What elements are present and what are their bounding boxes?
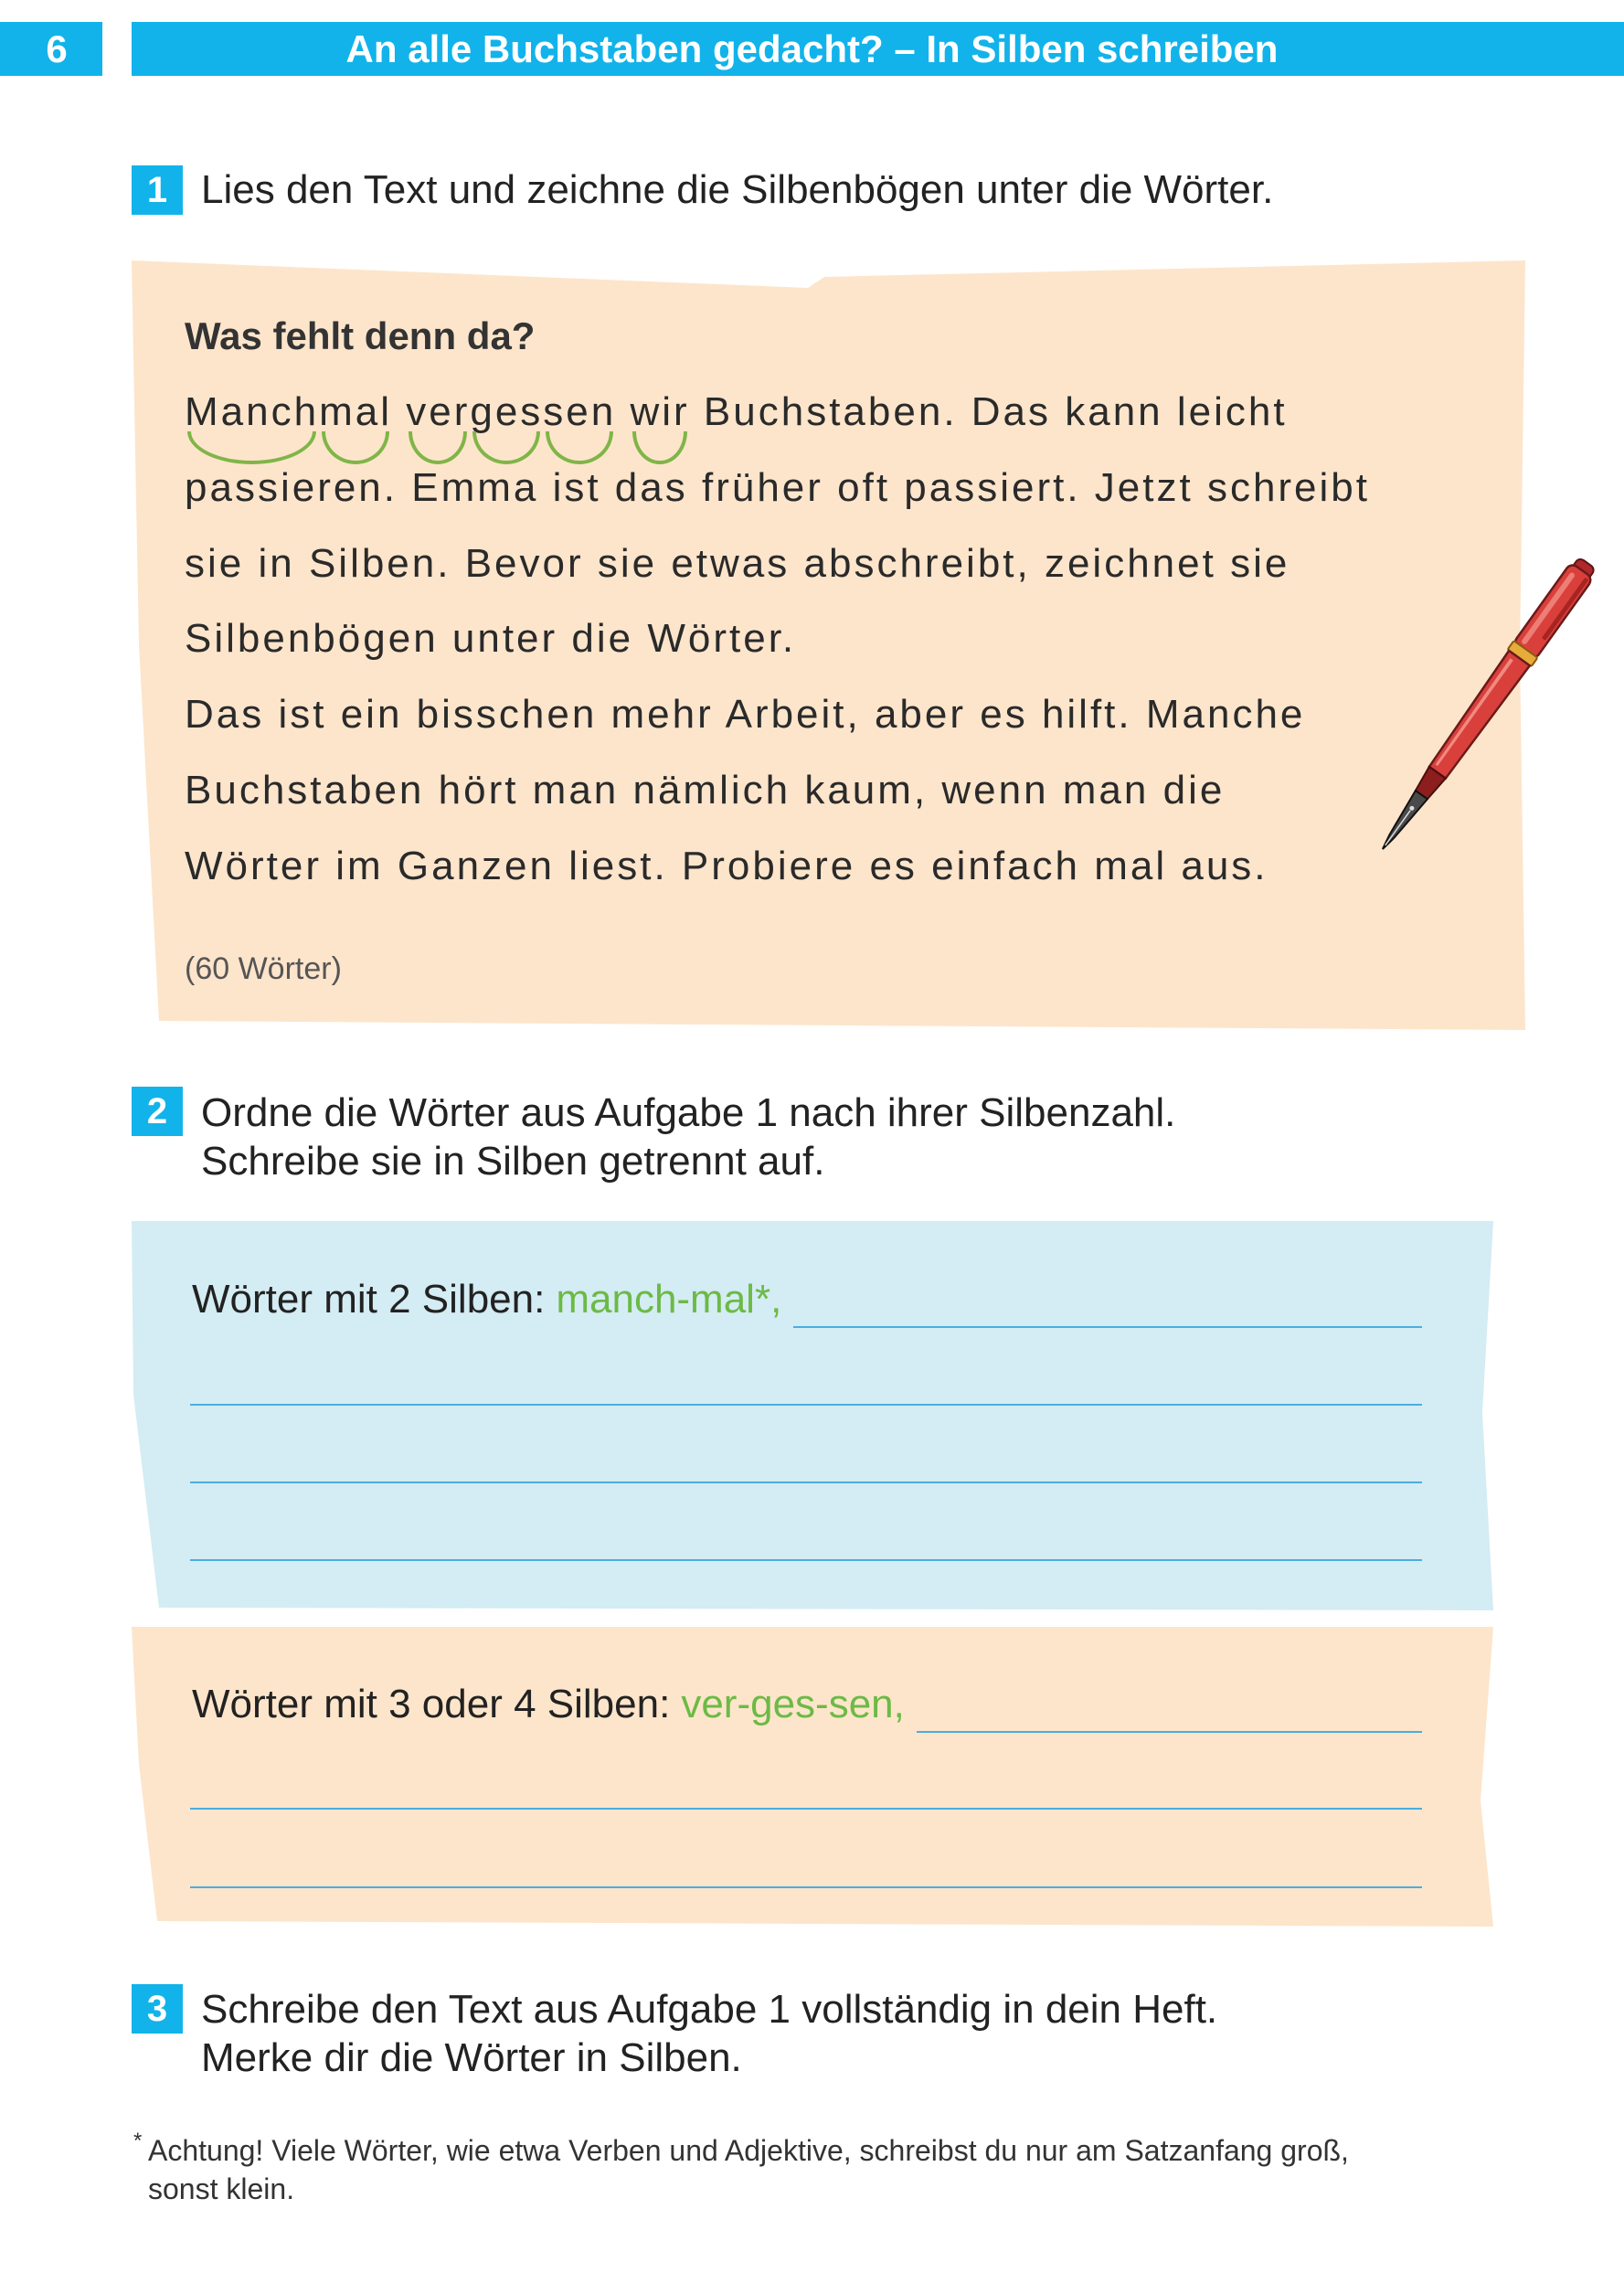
- task-instruction-line: Ordne die Wörter aus Aufgabe 1 nach ihrer Silbenzahl.: [201, 1090, 1176, 1135]
- task-instruction: [201, 1089, 1175, 1185]
- text-line: passieren. Emma ist das früher oft passiert. Jetzt schreibt: [185, 464, 1371, 510]
- reading-text-title: Was fehlt denn da?: [185, 314, 536, 357]
- text-line: Buchstaben hört man nämlich kaum, wenn man die: [185, 767, 1226, 812]
- syllable-arc: mal: [319, 389, 392, 434]
- page-number: 6: [0, 22, 102, 76]
- answer-label: Wörter mit 3 oder 4 Silben:: [192, 1682, 671, 1726]
- writing-line: [793, 1326, 1422, 1328]
- text-line: [185, 375, 1370, 451]
- footnote-line: sonst klein.: [148, 2172, 295, 2205]
- page-title-bar: [132, 22, 1624, 76]
- writing-line: [190, 1886, 1422, 1888]
- pen-cap: [1513, 562, 1593, 660]
- writing-line: [190, 1559, 1422, 1561]
- task-number-badge: 2: [132, 1087, 183, 1136]
- task-instruction-line: Schreibe den Text aus Aufgabe 1 vollständig in dein Heft.: [201, 1987, 1218, 2032]
- text-line-rest: Buchstaben. Das kann leicht: [703, 389, 1288, 434]
- answer-example: manch-mal*,: [556, 1277, 782, 1322]
- answer-row: [192, 1273, 1422, 1328]
- writing-line: [190, 1808, 1422, 1810]
- syllable-arc: wir: [630, 389, 690, 434]
- syllable-arc: ges: [470, 389, 544, 434]
- text-line: sie in Silben. Bevor sie etwas abschreibt, zeichnet sie: [185, 540, 1290, 586]
- task-instruction: [201, 1985, 1217, 2082]
- syllable-arc: Manch: [185, 389, 320, 434]
- syllable-arc: sen: [543, 389, 617, 434]
- footnote-marker: *: [133, 2129, 143, 2153]
- answer-row: [192, 1678, 1422, 1733]
- syllable-arc: ver: [406, 389, 471, 434]
- task-instruction: Lies den Text und zeichne die Silbenbögen unter die Wörter.: [201, 167, 1274, 212]
- page-title: An alle Buchstaben gedacht? – In Silben schreiben: [345, 27, 1279, 70]
- writing-line: [190, 1404, 1422, 1406]
- text-line: Das ist ein bisschen mehr Arbeit, aber es hilft. Manche: [185, 692, 1306, 738]
- answer-panel-three-four-syllables: [132, 1627, 1493, 1927]
- footnote: [148, 2131, 1349, 2208]
- reading-text: [185, 375, 1370, 905]
- task-number-badge: 1: [132, 165, 183, 215]
- answer-label: Wörter mit 2 Silben:: [192, 1277, 546, 1322]
- example-word: [406, 389, 616, 434]
- fountain-pen-icon: [1362, 544, 1608, 864]
- example-word: [630, 389, 689, 434]
- task-instruction-line: Schreibe sie in Silben getrennt auf.: [201, 1139, 825, 1184]
- example-word: [185, 389, 392, 434]
- writing-line: [190, 1482, 1422, 1483]
- pen-barrel: [1427, 651, 1529, 781]
- footnote-line: Achtung! Viele Wörter, wie etwa Verben und Adjektive, schreibst du nur am Satzanfang groß,: [148, 2134, 1349, 2167]
- text-line: Wörter im Ganzen liest. Probiere es einfach mal aus.: [185, 843, 1268, 888]
- text-line: Silbenbögen unter die Wörter.: [185, 616, 797, 662]
- answer-example: ver-ges-sen,: [681, 1682, 905, 1726]
- writing-line: [917, 1731, 1422, 1733]
- word-count: (60 Wörter): [185, 951, 342, 986]
- task-number-badge: 3: [132, 1984, 183, 2034]
- task-instruction-line: Merke dir die Wörter in Silben.: [201, 2035, 742, 2080]
